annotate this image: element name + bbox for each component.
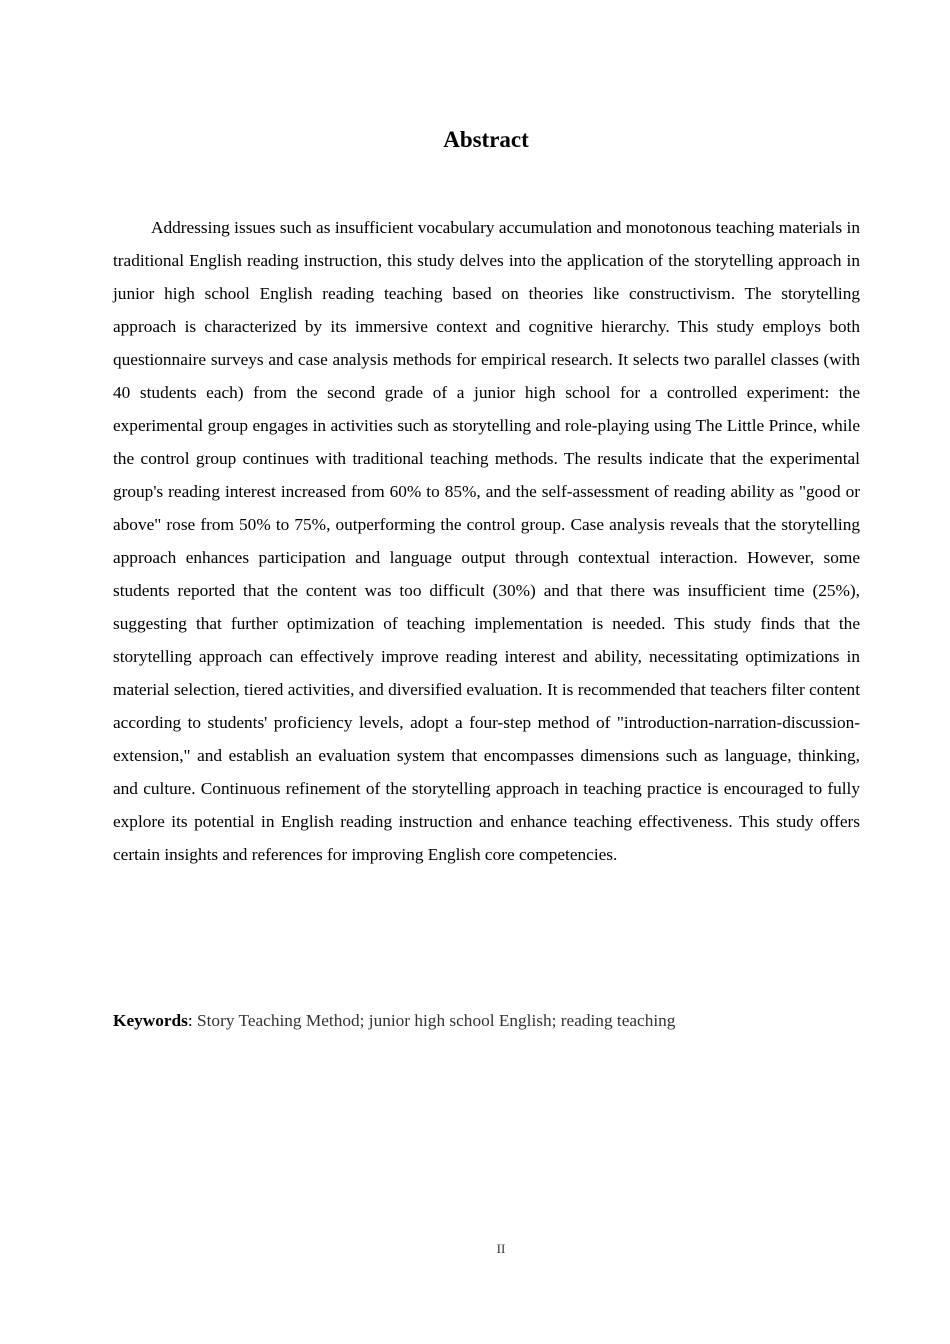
keywords-separator: : [187,1011,193,1030]
page-number: II [496,1241,506,1256]
keywords-line [113,1004,860,1037]
abstract-title: Abstract [443,127,529,152]
keywords-label: Keywords [113,1011,188,1030]
keywords-value: Story Teaching Method; junior high school English; reading teaching [192,1011,676,1030]
abstract-body: Addressing issues such as insufficient vocabulary accumulation and monotonous teaching materials in traditional English reading instruction, this study delves into the application of the storytelling approach in junior high school English reading teaching based on theories like constructivism. The storytelling approach is characterized by its immersive context and cognitive hierarchy. This study employs both questionnaire surveys and case analysis methods for empirical research. It selects two parallel classes (with 40 students each) from the second grade of a junior high school for a controlled experiment: the experimental group engages in activities such as storytelling and role-playing using The Little Prince, while the control group continues with traditional teaching methods. The results indicate that the experimental group's reading interest increased from 60% to 85%, and the self-assessment of reading ability as "good or above" rose from 50% to 75%, outperforming the control group. Case analysis reveals that the storytelling approach enhances participation and language output through contextual interaction. However, some students reported that the content was too difficult (30%) and that there was insufficient time (25%), suggesting that further optimization of teaching implementation is needed. This study finds that the storytelling approach can effectively improve reading interest and ability, necessitating optimizations in material selection, tiered activities, and diversified evaluation. It is recommended that teachers filter content according to students' proficiency levels, adopt a four-step method of "introduction-narration-discussion-extension," and establish an evaluation system that encompasses dimensions such as language, thinking, and culture. Continuous refinement of the storytelling approach in teaching practice is encouraged to fully explore its potential in English reading instruction and enhance teaching effectiveness. This study offers certain insights and references for improving English core competencies. [113,218,860,864]
